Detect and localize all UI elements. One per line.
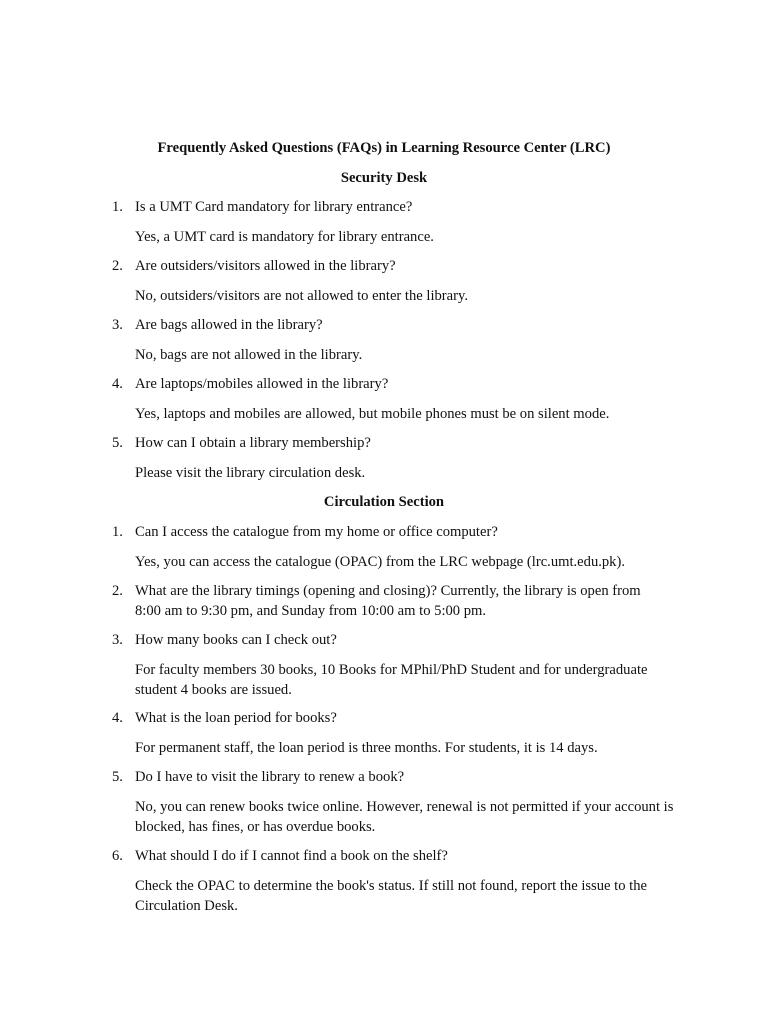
faq-answer: For permanent staff, the loan period is three months. For students, it is 14 days. (135, 740, 598, 756)
question-text: What should I do if I cannot find a book on the shelf? (135, 848, 448, 864)
question-text: Is a UMT Card mandatory for library entrance? (135, 199, 413, 215)
question-number: 4. (112, 710, 123, 726)
question-text: Are bags allowed in the library? (135, 317, 323, 333)
question-text: Do I have to visit the library to renew a book? (135, 769, 405, 785)
question-text: How can I obtain a library membership? (135, 435, 371, 451)
section-heading-security-desk: Security Desk (340, 170, 428, 186)
faq-answer: Please visit the library circulation desk. (135, 465, 366, 481)
question-text: What are the library timings (opening and closing)? Currently, the library is open from 8:00 am to 9:30 pm, and Sunday from 10:00 am to 5:00 pm. (135, 583, 641, 619)
question-number: 6. (112, 848, 123, 864)
question-number: 4. (112, 376, 123, 392)
faq-answer: No, outsiders/visitors are not allowed to enter the library. (135, 288, 469, 304)
question-number: 1. (112, 199, 123, 215)
question-number: 3. (112, 632, 123, 648)
question-number: 3. (112, 317, 123, 333)
question-number: 1. (112, 524, 123, 540)
faq-answer: No, you can renew books twice online. However, renewal is not permitted if your account is blocked, has fines, or has overdue books. (135, 799, 674, 835)
faq-answer: No, bags are not allowed in the library. (135, 347, 363, 363)
faq-answer: Yes, you can access the catalogue (OPAC) from the LRC webpage (lrc.umt.edu.pk). (135, 554, 625, 570)
question-number: 5. (112, 435, 123, 451)
question-text: Are laptops/mobiles allowed in the library? (135, 376, 389, 392)
faq-answer: Yes, laptops and mobiles are allowed, but mobile phones must be on silent mode. (135, 406, 610, 422)
question-text: What is the loan period for books? (135, 710, 337, 726)
question-number: 2. (112, 258, 123, 274)
question-text: Can I access the catalogue from my home or office computer? (135, 524, 498, 540)
faq-answer: For faculty members 30 books, 10 Books for MPhil/PhD Student and for undergraduate student 4 books are issued. (135, 662, 648, 698)
question-number: 5. (112, 769, 123, 785)
document-title: Frequently Asked Questions (FAQs) in Learning Resource Center (LRC) (157, 140, 611, 156)
section-heading-circulation: Circulation Section (323, 494, 445, 510)
faq-answer: Yes, a UMT card is mandatory for library entrance. (135, 229, 434, 245)
question-text: How many books can I check out? (135, 632, 337, 648)
question-number: 2. (112, 583, 123, 599)
question-text: Are outsiders/visitors allowed in the library? (135, 258, 396, 274)
faq-answer: Check the OPAC to determine the book's status. If still not found, report the issue to the Circulation Desk. (135, 878, 647, 914)
